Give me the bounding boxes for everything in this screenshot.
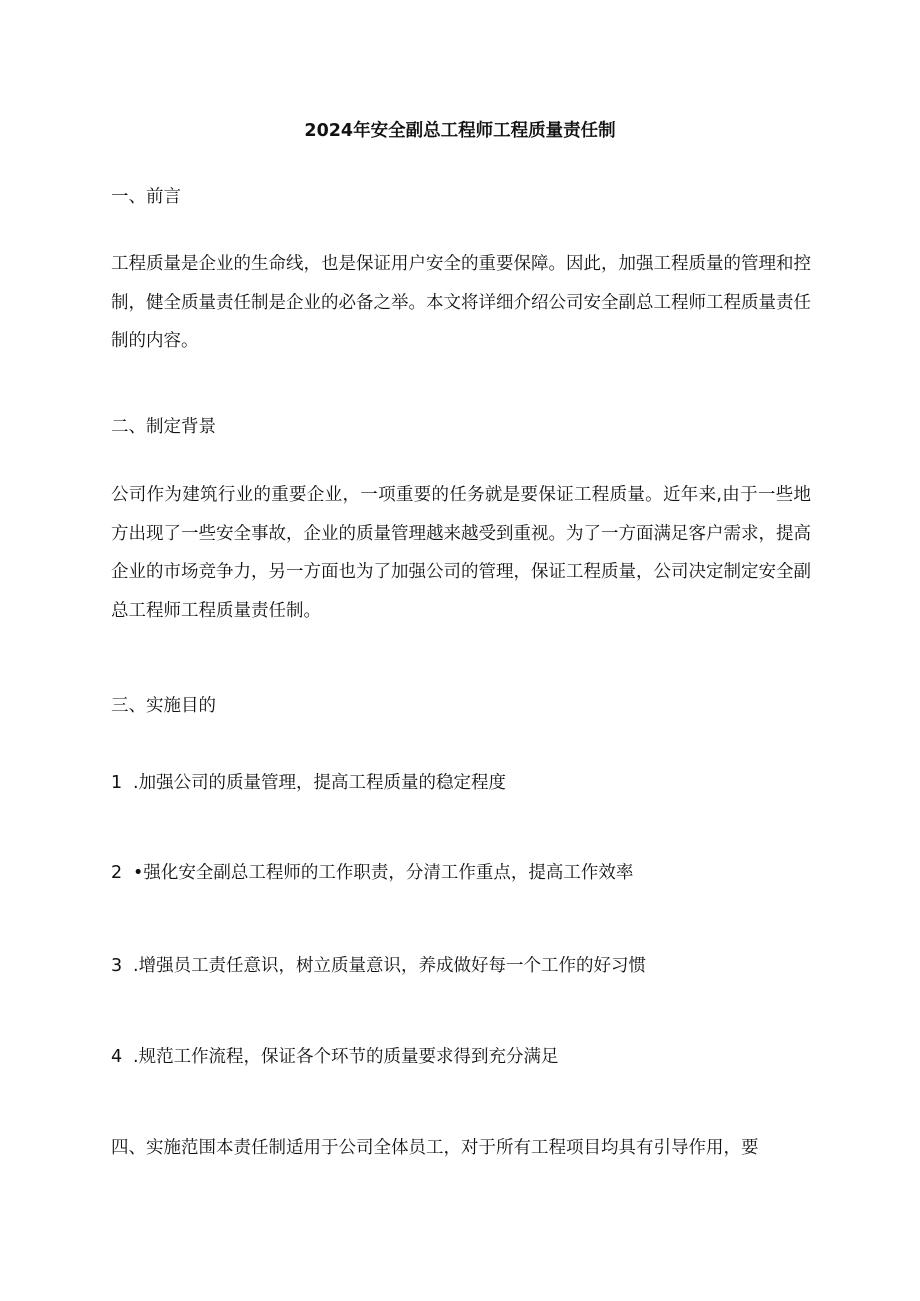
list-item-number: 2 [111,863,123,883]
list-item-text: •强化安全副总工程师的工作职责，分清工作重点，提高工作效率 [133,863,634,883]
list-item-text: .规范工作流程，保证各个环节的质量要求得到充分满足 [133,1047,559,1067]
list-item-number: 1 [111,773,123,793]
list-item-number: 4 [111,1047,123,1067]
document-title: 2024年安全副总工程师工程质量责任制 [304,121,616,141]
list-item [111,859,633,887]
background-paragraph: 公司作为建筑行业的重要企业，一项重要的任务就是要保证工程质量。近年来,由于一些地方出现了一些安全事故，企业的质量管理越来越受到重视。为了一方面满足客户需求，提高企业的市场竞争力，另一方面也为了加强公司的管理，保证工程质量，公司决定制定安全副总工程师工程质量责任制。 [111,485,811,621]
list-item [111,1043,559,1071]
list-item-text: .增强员工责任意识，树立质量意识，养成做好每一个工作的好习惯 [133,956,647,976]
list-item-number: 3 [111,956,123,976]
list-item [111,952,646,980]
section-heading-scope: 四、实施范围本责任制适用于公司全体员工，对于所有工程项目均具有引导作用，要 [111,1138,759,1158]
section-heading-purpose: 三、实施目的 [111,696,216,716]
section-heading-preface: 一、前言 [111,187,181,207]
section-heading-background: 二、制定背景 [111,417,216,437]
preface-paragraph: 工程质量是企业的生命线，也是保证用户安全的重要保障。因此，加强工程质量的管理和控制，健全质量责任制是企业的必备之举。本文将详细介绍公司安全副总工程师工程质量责任制的内容。 [111,254,811,351]
list-item [111,769,506,797]
list-item-text: .加强公司的质量管理，提高工程质量的稳定程度 [133,773,507,793]
